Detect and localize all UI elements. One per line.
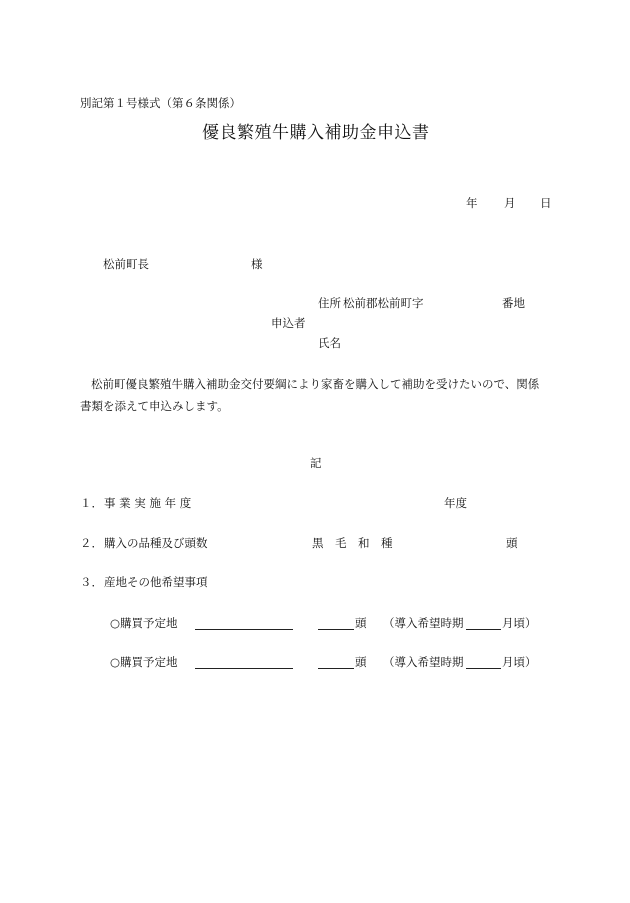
- item-2-value: 黒 毛 和 種: [312, 536, 393, 550]
- address-label: 住所: [318, 296, 341, 310]
- purchase-row-1-period-blank: [466, 617, 501, 630]
- purchase-row-2-label: ○購買予定地: [110, 655, 178, 669]
- item-1-label: 事 業 実 施 年 度: [104, 496, 192, 510]
- ki-marker: 記: [310, 456, 322, 470]
- applicant-label: 申込者: [271, 316, 306, 330]
- addressee-name: 松前町長: [103, 257, 149, 271]
- name-label: 氏名: [318, 336, 341, 350]
- document-title: 優良繁殖牛購入補助金申込書: [202, 123, 430, 143]
- item-3-label: 産地その他希望事項: [104, 575, 208, 589]
- purchase-row-1-period-unit: 月頃）: [502, 616, 537, 630]
- item-2-unit: 頭: [506, 536, 518, 550]
- item-2-number: ２．: [80, 536, 103, 550]
- addressee-honorific: 様: [251, 257, 263, 271]
- purchase-row-1-place-blank: [195, 617, 293, 630]
- purchase-row-1-label: ○購買予定地: [110, 616, 178, 630]
- date-month: 月: [504, 196, 516, 210]
- purchase-row-2-period-blank: [466, 656, 501, 669]
- purchase-row-2-head-unit: 頭: [355, 655, 367, 669]
- purchase-row-2-head-blank: [318, 656, 354, 669]
- purchase-row-2-period-unit: 月頃）: [502, 655, 537, 669]
- purchase-row-2-place-blank: [195, 656, 293, 669]
- body-text: 松前町優良繁殖牛購入補助金交付要綱により家畜を購入して補助を受けたいので、関係書類を添えて申込みします。: [80, 377, 540, 413]
- banchi-label: 番地: [502, 296, 525, 310]
- date-year: 年: [466, 196, 478, 210]
- item-2-label: 購入の品種及び頭数: [104, 536, 208, 550]
- date-day: 日: [540, 196, 552, 210]
- item-1-number: １．: [80, 496, 103, 510]
- address-value: 松前郡松前町字: [343, 296, 424, 310]
- body-paragraph: [80, 373, 550, 417]
- purchase-row-1-head-unit: 頭: [355, 616, 367, 630]
- purchase-row-1-period-label: （導入希望時期: [383, 616, 464, 630]
- form-label: 別記第１号様式（第６条関係）: [80, 96, 241, 110]
- purchase-row-2-period-label: （導入希望時期: [383, 655, 464, 669]
- purchase-row-1-head-blank: [318, 617, 354, 630]
- item-1-unit: 年度: [444, 496, 467, 510]
- item-3-number: ３．: [80, 575, 103, 589]
